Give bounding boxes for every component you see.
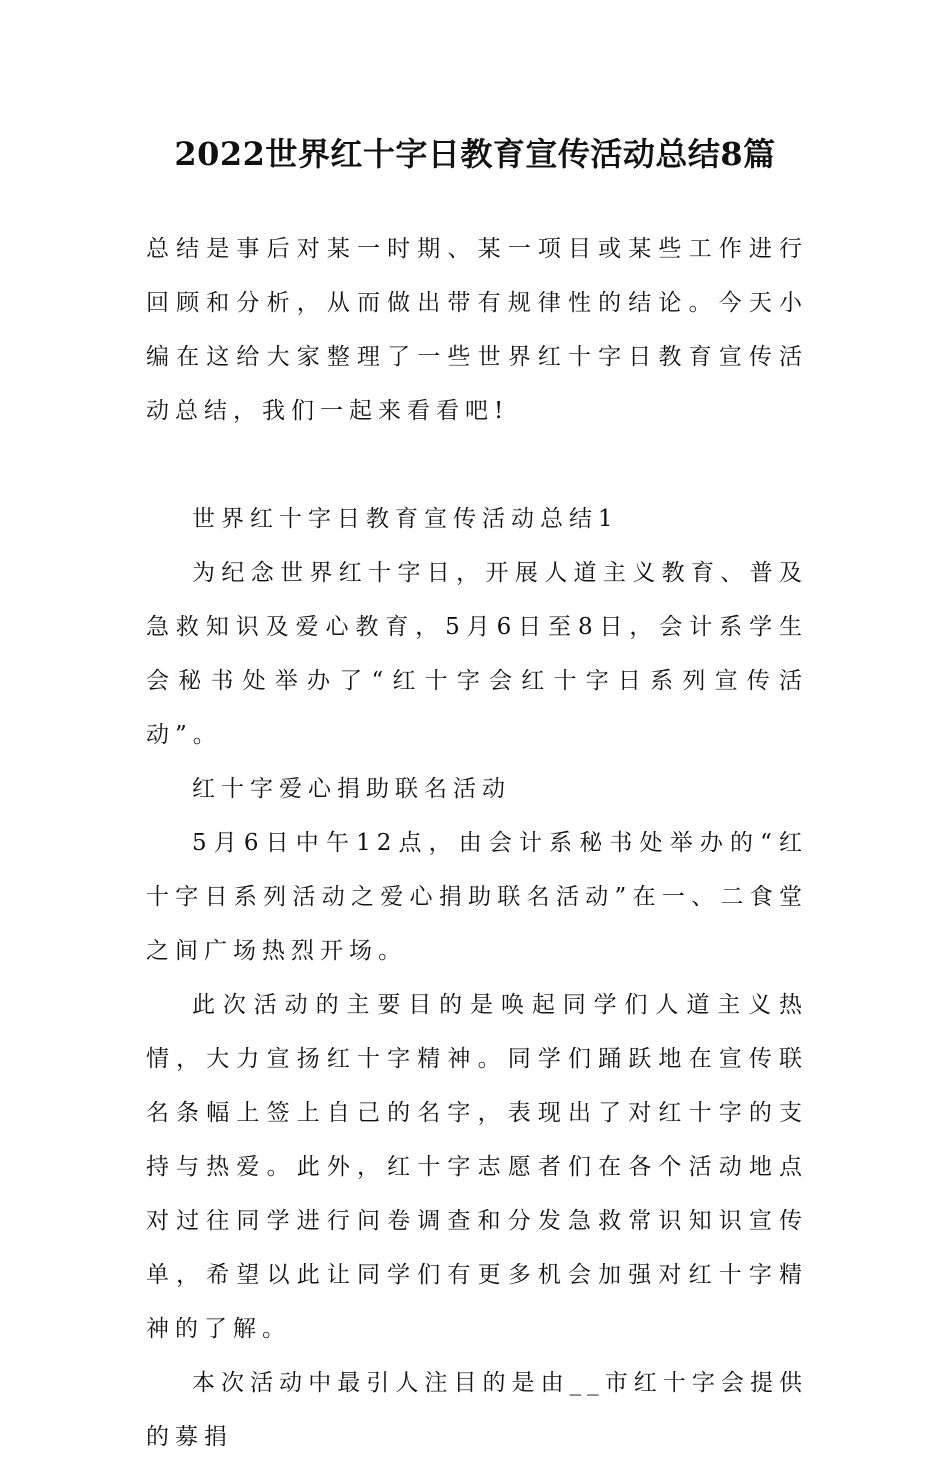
paragraph: 此次活动的主要目的是唤起同学们人道主义热情，大力宣扬红十字精神。同学们踊跃地在宣传联名条幅上签上自己的名字，表现出了对红十字的支持与热爱。此外，红十字志愿者们在各个活动地点对过往同学进行问卷调查和分发急救常识知识宣传单，希望以此让同学们有更多机会加强对红十字精神的了解。 (146, 992, 808, 1342)
intro-paragraph: 总结是事后对某一时期、某一项目或某些工作进行回顾和分析，从而做出带有规律性的结论。今天小编在这给大家整理了一些世界红十字日教育宣传活动总结，我们一起来看看吧! (146, 236, 808, 424)
paragraph: 本次活动中最引人注目的是由__市红十字会提供的募捐 (146, 1370, 808, 1450)
section-heading-1: 世界红十字日教育宣传活动总结1 (192, 506, 619, 532)
subsection-heading: 红十字爱心捐助联名活动 (192, 776, 511, 802)
document-title: 2022世界红十字日教育宣传活动总结8篇 (174, 135, 776, 173)
document-body (146, 222, 808, 1464)
paragraph: 为纪念世界红十字日，开展人道主义教育、普及急救知识及爱心教育，5月6日至8日，会计系学生会秘书处举办了“红十字会红十字日系列宣传活动”。 (146, 560, 808, 748)
paragraph: 5月6日中午12点，由会计系秘书处举办的“红十字日系列活动之爱心捐助联名活动”在一、二食堂之间广场热烈开场。 (146, 830, 808, 964)
